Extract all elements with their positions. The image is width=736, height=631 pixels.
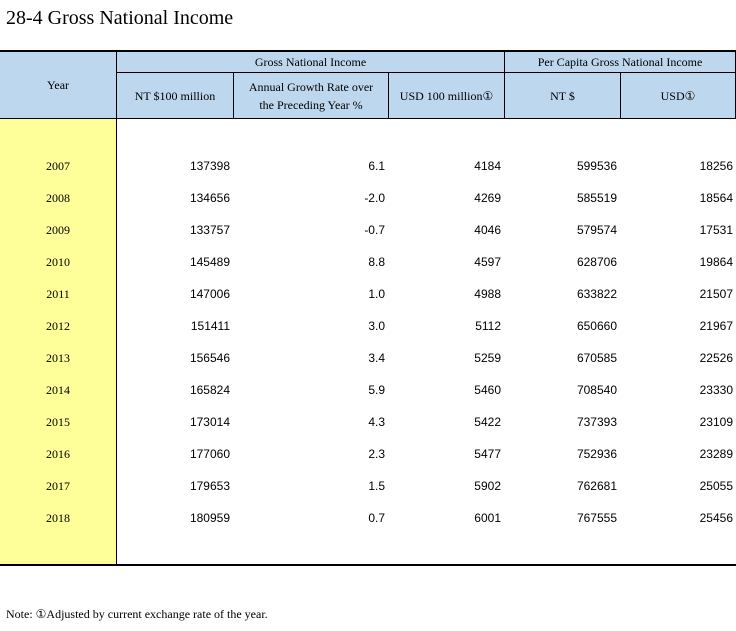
growth-value: 3.4 bbox=[368, 351, 385, 365]
year-value: 2012 bbox=[46, 319, 70, 333]
per-capita-nt-value: 579574 bbox=[576, 223, 617, 237]
nt-value: 137398 bbox=[189, 159, 230, 173]
usd-column-header: USD 100 million① bbox=[399, 88, 494, 103]
nt-value: 147006 bbox=[189, 287, 230, 301]
per-capita-usd-value: 21507 bbox=[699, 287, 733, 301]
year-header: Year bbox=[46, 78, 70, 92]
year-value: 2016 bbox=[46, 447, 70, 461]
year-value: 2007 bbox=[46, 159, 70, 173]
nt-value: 134656 bbox=[189, 191, 230, 205]
per-capita-usd-value: 18256 bbox=[699, 159, 733, 173]
usd-value: 5460 bbox=[474, 383, 501, 397]
usd-value: 5477 bbox=[474, 447, 501, 461]
nt-value: 151411 bbox=[190, 319, 230, 333]
page-title: 28-4 Gross National Income bbox=[6, 7, 234, 29]
per-capita-usd-value: 19864 bbox=[699, 255, 733, 269]
year-value: 2008 bbox=[46, 191, 70, 205]
nt-value: 145489 bbox=[189, 255, 230, 269]
usd-value: 4184 bbox=[474, 159, 501, 173]
nt-value: 173014 bbox=[189, 415, 230, 429]
per-capita-nt-value: 737393 bbox=[576, 415, 617, 429]
per-capita-usd-value: 17531 bbox=[699, 223, 733, 237]
usd-value: 5902 bbox=[474, 479, 501, 493]
growth-column-header bbox=[234, 73, 388, 118]
per-capita-nt-value: 585519 bbox=[576, 191, 617, 205]
growth-header-line1: Annual Growth Rate over bbox=[248, 79, 374, 94]
per-capita-nt-value: 767555 bbox=[576, 511, 617, 525]
usd-value: 5259 bbox=[474, 351, 501, 365]
footnote: Note: ①Adjusted by current exchange rate of the year. bbox=[6, 607, 268, 621]
usd-value: 4046 bbox=[474, 223, 501, 237]
per-capita-nt-header: NT $ bbox=[550, 88, 575, 103]
year-value: 2013 bbox=[46, 351, 70, 365]
year-column-divider bbox=[116, 52, 117, 564]
per-capita-nt-value: 650660 bbox=[576, 319, 617, 333]
gni-table bbox=[0, 50, 736, 566]
per-capita-usd-value: 23330 bbox=[699, 383, 733, 397]
growth-value: 1.5 bbox=[368, 479, 385, 493]
growth-value: 6.1 bbox=[368, 159, 385, 173]
nt-value: 165824 bbox=[189, 383, 230, 397]
nt-value: 156546 bbox=[189, 351, 230, 365]
per-capita-usd-header: USD① bbox=[660, 88, 696, 103]
usd-value: 6001 bbox=[474, 511, 501, 525]
per-capita-usd-value: 23109 bbox=[699, 415, 733, 429]
usd-value: 5422 bbox=[474, 415, 501, 429]
nt-value: 179653 bbox=[189, 479, 230, 493]
per-capita-usd-value: 18564 bbox=[699, 191, 733, 205]
growth-value: 2.3 bbox=[368, 447, 385, 461]
growth-value: 1.0 bbox=[368, 287, 385, 301]
per-capita-nt-value: 628706 bbox=[576, 255, 617, 269]
year-value: 2009 bbox=[46, 223, 70, 237]
growth-value: -0.7 bbox=[364, 223, 385, 237]
per-capita-usd-value: 22526 bbox=[699, 351, 733, 365]
growth-value: 4.3 bbox=[368, 415, 385, 429]
usd-value: 4269 bbox=[474, 191, 501, 205]
nt-value: 133757 bbox=[189, 223, 230, 237]
year-value: 2014 bbox=[46, 383, 70, 397]
gni-group-header: Gross National Income bbox=[254, 55, 367, 69]
table-bottom-rule bbox=[0, 564, 736, 566]
per-capita-usd-value: 21967 bbox=[699, 319, 733, 333]
nt-value: 177060 bbox=[189, 447, 230, 461]
growth-value: 8.8 bbox=[368, 255, 385, 269]
year-value: 2010 bbox=[46, 255, 70, 269]
per-capita-nt-value: 599536 bbox=[576, 159, 617, 173]
per-capita-usd-value: 25055 bbox=[699, 479, 733, 493]
year-value: 2018 bbox=[46, 511, 70, 525]
nt-column-header: NT $100 million bbox=[134, 88, 216, 103]
usd-value: 4988 bbox=[474, 287, 501, 301]
growth-value: 3.0 bbox=[368, 319, 385, 333]
per-capita-group-header: Per Capita Gross National Income bbox=[537, 55, 703, 69]
growth-value: 5.9 bbox=[368, 383, 385, 397]
per-capita-nt-value: 762681 bbox=[576, 479, 617, 493]
per-capita-nt-value: 752936 bbox=[576, 447, 617, 461]
growth-value: 0.7 bbox=[368, 511, 385, 525]
per-capita-nt-value: 633822 bbox=[576, 287, 617, 301]
usd-value: 4597 bbox=[474, 255, 501, 269]
per-capita-usd-value: 25456 bbox=[699, 511, 733, 525]
usd-value: 5112 bbox=[475, 319, 501, 333]
per-capita-usd-value: 23289 bbox=[699, 447, 733, 461]
year-value: 2017 bbox=[46, 479, 70, 493]
header-bottom-rule bbox=[0, 118, 736, 119]
per-capita-nt-value: 670585 bbox=[576, 351, 617, 365]
growth-value: -2.0 bbox=[364, 191, 385, 205]
year-value: 2015 bbox=[46, 415, 70, 429]
year-value: 2011 bbox=[46, 287, 70, 301]
nt-value: 180959 bbox=[189, 511, 230, 525]
growth-header-line2: the Preceding Year % bbox=[259, 97, 363, 112]
per-capita-nt-value: 708540 bbox=[576, 383, 617, 397]
